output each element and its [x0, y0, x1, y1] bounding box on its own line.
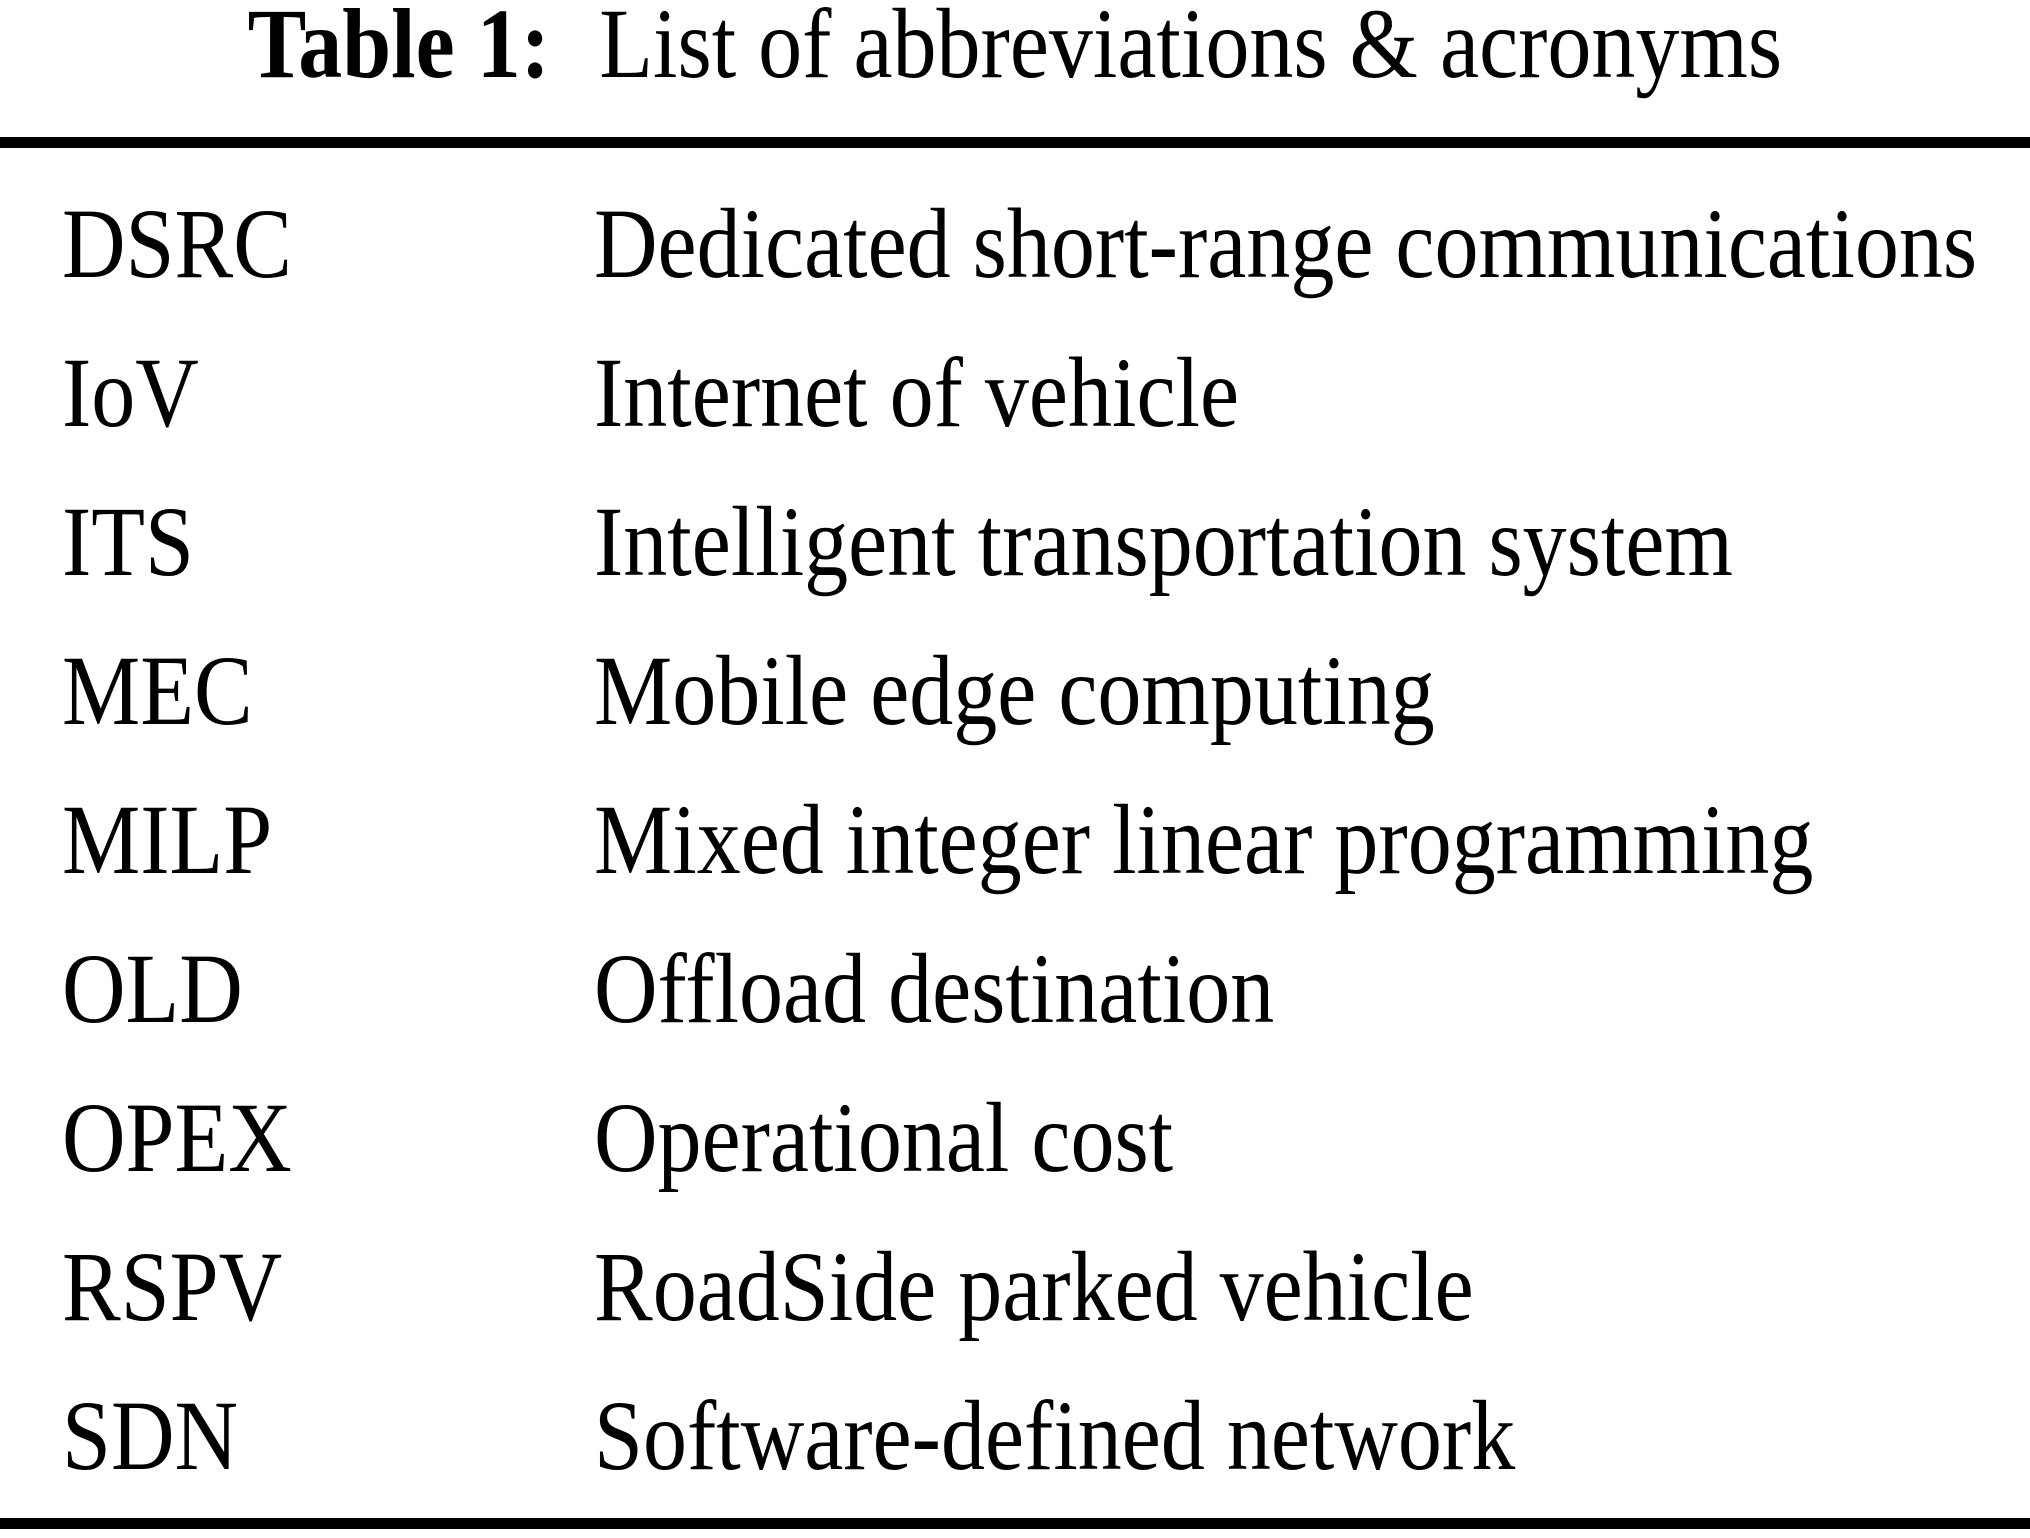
abbreviation-cell: DSRC [62, 188, 292, 299]
table-row [0, 486, 2030, 602]
definition-cell: Mobile edge computing [594, 635, 1435, 746]
table-row [0, 1231, 2030, 1347]
abbreviation-cell: MILP [62, 784, 273, 895]
definition-cell: RoadSide parked vehicle [594, 1231, 1474, 1342]
table-caption [0, 0, 2030, 99]
definition-cell: Internet of vehicle [594, 337, 1240, 448]
abbreviation-cell: IoV [62, 337, 199, 448]
abbreviation-cell: OPEX [62, 1082, 292, 1193]
table-top-rule [0, 137, 2030, 148]
table-row [0, 1380, 2030, 1496]
table-row [0, 188, 2030, 304]
definition-cell: Offload destination [594, 933, 1275, 1044]
definition-cell: Software-defined network [594, 1380, 1516, 1491]
table-row [0, 1082, 2030, 1198]
definition-cell: Intelligent transportation system [594, 486, 1733, 597]
definition-cell: Dedicated short-range communications [594, 188, 1978, 299]
definition-cell: Operational cost [594, 1082, 1174, 1193]
table-caption-text: List of abbreviations & acronyms [599, 0, 1783, 99]
definition-cell: Mixed integer linear programming [594, 784, 1814, 895]
abbreviation-cell: OLD [62, 933, 243, 1044]
abbreviation-cell: ITS [62, 486, 194, 597]
abbreviation-cell: SDN [62, 1380, 239, 1491]
abbreviation-cell: MEC [62, 635, 253, 746]
abbreviation-cell: RSPV [62, 1231, 283, 1342]
table-row [0, 337, 2030, 453]
table-caption-label: Table 1: [247, 0, 551, 99]
table-row [0, 933, 2030, 1049]
table-row [0, 635, 2030, 751]
table-bottom-rule [0, 1518, 2030, 1529]
table-row [0, 784, 2030, 900]
table-caption-line [247, 0, 1783, 99]
